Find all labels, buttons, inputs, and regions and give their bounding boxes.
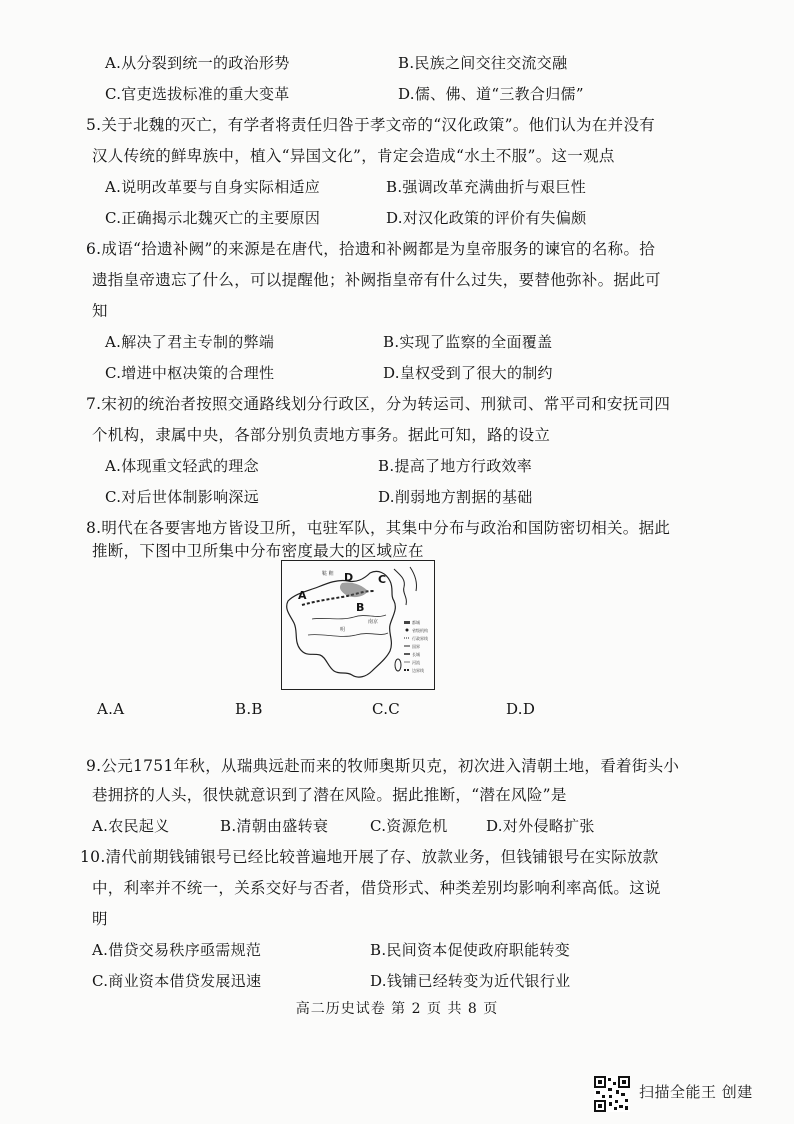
q9-option-b: B.清朝由盛转衰 (220, 817, 329, 835)
q5-option-a: A.说明改革要与自身实际相适应 (105, 178, 321, 196)
q7-option-a: A.体现重文轻武的理念 (105, 457, 259, 475)
q10-option-d: D.钱铺已经转变为近代银行业 (370, 972, 571, 990)
q8-stem-line-2: 推断，下图中卫所集中分布密度最大的区域应在 (92, 542, 424, 560)
q6-stem-line-3: 知 (92, 302, 108, 320)
q5-stem-line-2: 汉人传统的鲜卑族中，植入“异国文化”，肯定会造成“水土不服”。这一观点 (92, 147, 615, 165)
page-footer: 高二历史试卷 第 2 页 共 8 页 (295, 1001, 499, 1017)
map-label-a: A (298, 589, 307, 602)
q6-option-d: D.皇权受到了很大的制约 (383, 364, 553, 382)
q8-option-d: D.D (506, 700, 536, 718)
q6-option-b: B.实现了监察的全面覆盖 (383, 333, 553, 351)
q4-option-a: A.从分裂到统一的政治形势 (105, 54, 290, 72)
q9-stem-line-1: 9.公元1751年秋，从瑞典远赴而来的牧师奥斯贝克，初次进入清朝土地，看着街头小 (86, 757, 680, 775)
q10-stem-line-3: 明 (92, 910, 108, 928)
q10-option-c: C.商业资本借贷发展迅速 (92, 972, 262, 990)
svg-text:边界线: 边界线 (412, 668, 424, 673)
q8-option-a: A.A (97, 700, 125, 718)
q5-option-d: D.对汉化政策的评价有失偏颇 (386, 209, 587, 227)
q4-option-d: D.儒、佛、道“三教合归儒” (398, 85, 584, 103)
q7-stem-line-2: 个机构，隶属中央，各部分别负责地方事务。据此可知，路的设立 (92, 426, 551, 444)
q6-option-c: C.增进中枢决策的合理性 (105, 364, 275, 382)
q9-option-c: C.资源危机 (370, 817, 448, 835)
q6-option-a: A.解决了君主专制的弊端 (105, 333, 275, 351)
q10-option-b: B.民间资本促使政府职能转变 (370, 941, 570, 959)
ming-garrison-map (281, 560, 435, 690)
q5-option-b: B.强调改革充满曲折与艰巨性 (386, 178, 586, 196)
q7-option-c: C.对后世体制影响深远 (105, 488, 260, 506)
q5-stem-line-1: 5.关于北魏的灭亡，有学者将责任归咎于孝文帝的“汉化政策”。他们认为在并没有 (86, 116, 656, 134)
q10-stem-line-2: 中，利率并不统一，关系交好与否者，借贷形式、种类差别均影响利率高低。这说 (92, 879, 661, 897)
q8-option-c: C.C (372, 700, 401, 718)
q9-stem-line-2: 巷拥挤的人头，很快就意识到了潜在风险。据此推断，“潜在风险”是 (92, 786, 567, 804)
q10-stem-line-1: 10.清代前期钱铺银号已经比较普遍地开展了存、放款业务，但钱铺银号在实际放款 (80, 848, 659, 866)
q5-option-c: C.正确揭示北魏灭亡的主要原因 (105, 209, 321, 227)
q8-stem-line-1: 8.明代在各要害地方皆设卫所，屯驻军队，其集中分布与政治和国防密切相关。据此 (86, 519, 671, 537)
svg-text:行政界线: 行政界线 (412, 636, 428, 641)
svg-text:国界: 国界 (412, 644, 420, 649)
q7-option-d: D.削弱地方割据的基础 (378, 488, 533, 506)
q9-option-a: A.农民起义 (92, 817, 170, 835)
svg-text:南京: 南京 (368, 619, 379, 625)
svg-text:鞑 靼: 鞑 靼 (322, 571, 334, 577)
map-drawing (282, 561, 434, 689)
map-label-c: C (378, 573, 387, 586)
scanner-watermark: 扫描全能王 创建 (639, 1083, 753, 1101)
q10-option-a: A.借贷交易秩序亟需规范 (92, 941, 262, 959)
svg-text:河流: 河流 (412, 660, 420, 665)
q7-option-b: B.提高了地方行政效率 (378, 457, 533, 475)
map-label-d: D (344, 571, 354, 584)
svg-text:省级机构: 省级机构 (412, 628, 428, 633)
q7-stem-line-1: 7.宋初的统治者按照交通路线划分行政区，分为转运司、刑狱司、常平司和安抚司四 (86, 395, 671, 413)
svg-text:都城: 都城 (412, 620, 420, 625)
q9-option-d: D.对外侵略扩张 (486, 817, 595, 835)
qr-code-icon (594, 1076, 630, 1112)
q4-option-c: C.官吏选拔标准的重大变革 (105, 85, 290, 103)
q6-stem-line-1: 6.成语“拾遗补阙”的来源是在唐代，拾遗和补阙都是为皇帝服务的谏官的名称。拾 (86, 240, 656, 258)
q8-option-b: B.B (235, 700, 263, 718)
q6-stem-line-2: 遗指皇帝遗忘了什么，可以提醒他；补阙指皇帝有什么过失，要替他弥补。据此可 (92, 271, 661, 289)
svg-text:长城: 长城 (412, 652, 420, 657)
q4-option-b: B.民族之间交往交流交融 (398, 54, 568, 72)
svg-text:明: 明 (340, 627, 346, 633)
map-label-b: B (356, 601, 365, 614)
